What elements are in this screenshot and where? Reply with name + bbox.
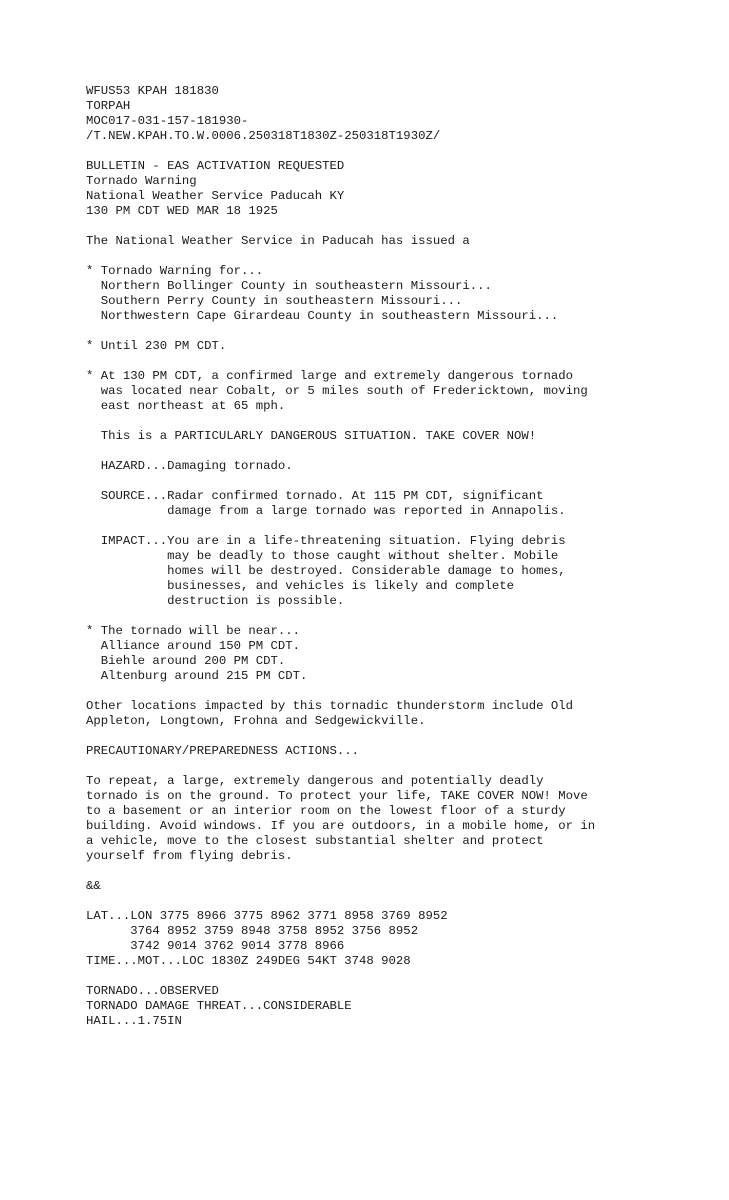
bulletin-line: 3764 8952 3759 8948 3758 8952 3756 8952 — [86, 924, 419, 938]
bulletin-line: to a basement or an interior room on the lowest floor of a sturdy — [86, 804, 566, 818]
bulletin-line: TIME...MOT...LOC 1830Z 249DEG 54KT 3748 9028 — [86, 954, 411, 968]
blank-line — [86, 519, 706, 534]
bulletin-line: Biehle around 200 PM CDT. — [86, 654, 286, 668]
bulletin-line: && — [86, 879, 101, 893]
bulletin-line: SOURCE...Radar confirmed tornado. At 115 PM CDT, significant — [86, 489, 544, 503]
bulletin-line: TORNADO DAMAGE THREAT...CONSIDERABLE — [86, 999, 352, 1013]
blank-line — [86, 474, 706, 489]
bulletin-line: This is a PARTICULARLY DANGEROUS SITUATION. TAKE COVER NOW! — [86, 429, 537, 443]
bulletin-line: Other locations impacted by this tornadic thunderstorm include Old — [86, 699, 574, 713]
bulletin-line: 130 PM CDT WED MAR 18 1925 — [86, 204, 278, 218]
bulletin-line: Appleton, Longtown, Frohna and Sedgewickville. — [86, 714, 426, 728]
bulletin-line: 3742 9014 3762 9014 3778 8966 — [86, 939, 345, 953]
bulletin-line: MOC017-031-157-181930- — [86, 114, 249, 128]
bulletin-line: east northeast at 65 mph. — [86, 399, 286, 413]
bulletin-line: tornado is on the ground. To protect your life, TAKE COVER NOW! Move — [86, 789, 588, 803]
blank-line — [86, 894, 706, 909]
bulletin-line: The National Weather Service in Paducah has issued a — [86, 234, 470, 248]
bulletin-line: WFUS53 KPAH 181830 — [86, 84, 219, 98]
blank-line — [86, 444, 706, 459]
blank-line — [86, 759, 706, 774]
bulletin-line: Alliance around 150 PM CDT. — [86, 639, 301, 653]
bulletin-line: damage from a large tornado was reported in Annapolis. — [86, 504, 566, 518]
bulletin-line: Tornado Warning — [86, 174, 197, 188]
bulletin-line: Northern Bollinger County in southeastern Missouri... — [86, 279, 492, 293]
bulletin-line: * Tornado Warning for... — [86, 264, 264, 278]
bulletin-line: TORPAH — [86, 99, 131, 113]
blank-line — [86, 219, 706, 234]
bulletin-line: homes will be destroyed. Considerable damage to homes, — [86, 564, 566, 578]
blank-line — [86, 249, 706, 264]
bulletin-line: was located near Cobalt, or 5 miles south of Fredericktown, moving — [86, 384, 588, 398]
bulletin-line: * The tornado will be near... — [86, 624, 301, 638]
bulletin-line: a vehicle, move to the closest substantial shelter and protect — [86, 834, 544, 848]
warning-bulletin-text — [86, 84, 706, 1029]
blank-line — [86, 609, 706, 624]
blank-line — [86, 144, 706, 159]
bulletin-line: National Weather Service Paducah KY — [86, 189, 345, 203]
bulletin-line: Northwestern Cape Girardeau County in southeastern Missouri... — [86, 309, 559, 323]
bulletin-line: * Until 230 PM CDT. — [86, 339, 227, 353]
bulletin-line: building. Avoid windows. If you are outdoors, in a mobile home, or in — [86, 819, 596, 833]
bulletin-line: To repeat, a large, extremely dangerous and potentially deadly — [86, 774, 544, 788]
bulletin-line: HAIL...1.75IN — [86, 1014, 182, 1028]
bulletin-line: LAT...LON 3775 8966 3775 8962 3771 8958 3769 8952 — [86, 909, 448, 923]
bulletin-line: HAZARD...Damaging tornado. — [86, 459, 293, 473]
bulletin-line: PRECAUTIONARY/PREPAREDNESS ACTIONS... — [86, 744, 360, 758]
bulletin-line: TORNADO...OBSERVED — [86, 984, 219, 998]
bulletin-line: * At 130 PM CDT, a confirmed large and extremely dangerous tornado — [86, 369, 574, 383]
bulletin-line: destruction is possible. — [86, 594, 345, 608]
blank-line — [86, 414, 706, 429]
bulletin-line: yourself from flying debris. — [86, 849, 293, 863]
blank-line — [86, 354, 706, 369]
bulletin-line: BULLETIN - EAS ACTIVATION REQUESTED — [86, 159, 345, 173]
bulletin-line: /T.NEW.KPAH.TO.W.0006.250318T1830Z-250318T1930Z/ — [86, 129, 441, 143]
bulletin-line: Southern Perry County in southeastern Missouri... — [86, 294, 463, 308]
blank-line — [86, 324, 706, 339]
bulletin-line: IMPACT...You are in a life-threatening situation. Flying debris — [86, 534, 566, 548]
blank-line — [86, 864, 706, 879]
blank-line — [86, 684, 706, 699]
blank-line — [86, 969, 706, 984]
bulletin-line: may be deadly to those caught without shelter. Mobile — [86, 549, 559, 563]
bulletin-line: Altenburg around 215 PM CDT. — [86, 669, 308, 683]
bulletin-line: businesses, and vehicles is likely and complete — [86, 579, 515, 593]
blank-line — [86, 729, 706, 744]
